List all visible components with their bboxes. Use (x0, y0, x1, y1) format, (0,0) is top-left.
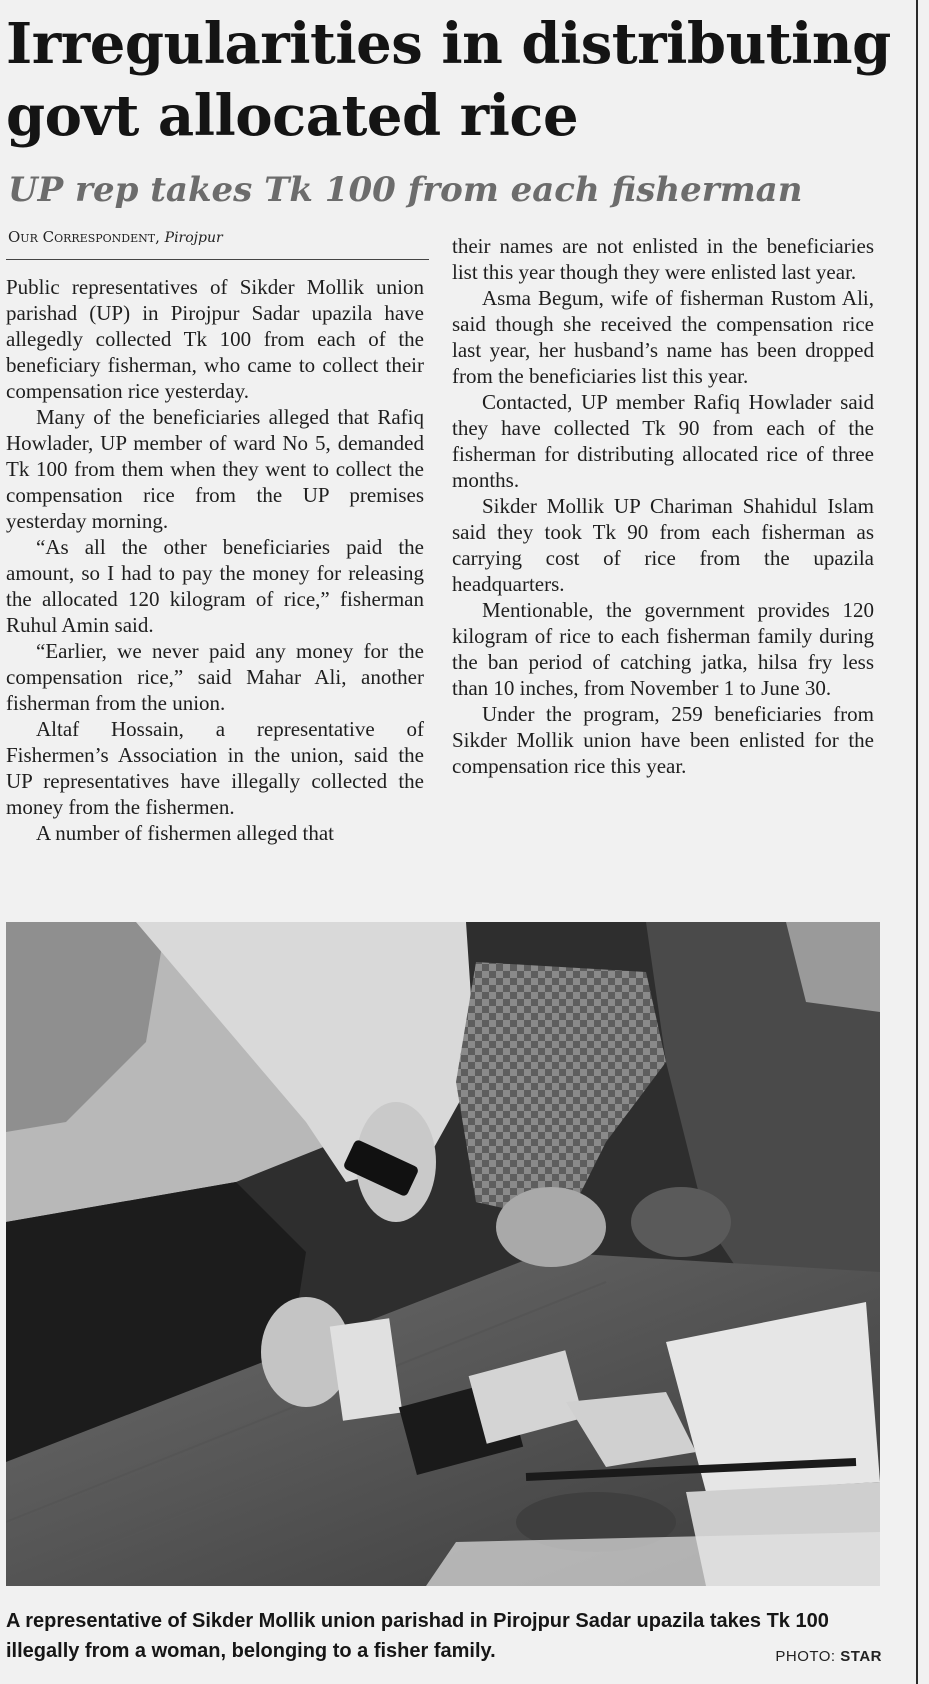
page-edge-rule (916, 0, 918, 1684)
article-column-right (452, 233, 874, 779)
paragraph: Mentionable, the government provides 120 kilogram of rice to each fisherman family during the ban period of catching jatka, hilsa fry less than 10 inches, from November 1 to June 30. (452, 598, 874, 700)
headline: Irregularities in distributing govt allocated rice (6, 11, 891, 149)
paragraph: their names are not enlisted in the beneficiaries list this year though they were enlisted last year. (452, 234, 874, 284)
article-column-left (6, 274, 424, 846)
paragraph: Public representatives of Sikder Mollik union parishad (UP) in Pirojpur Sadar upazila have allegedly collected Tk 100 from each of the beneficiary fisherman, who came to collect their compensation rice yesterday. (6, 275, 424, 403)
paragraph: Under the program, 259 beneficiaries from Sikder Mollik union have been enlisted for the compensation rice this year. (452, 702, 874, 778)
byline (8, 228, 428, 246)
paragraph: Altaf Hossain, a representative of Fishermen’s Association in the union, said the UP representatives have illegally collected the money from the fishermen. (6, 717, 424, 819)
photo-credit-label: PHOTO: (775, 1648, 836, 1665)
byline-author: Our Correspondent, (8, 228, 160, 246)
paragraph: “Earlier, we never paid any money for the compensation rice,” said Mahar Ali, another fisherman from the union. (6, 639, 424, 715)
photo-credit (775, 1648, 882, 1665)
paragraph: Sikder Mollik UP Chariman Shahidul Islam said they took Tk 90 from each fisherman as carrying cost of rice from the upazila headquarters. (452, 494, 874, 596)
subheadline: UP rep takes Tk 100 from each fisherman (8, 170, 803, 210)
byline-divider (6, 259, 429, 260)
photo-illustration (6, 922, 880, 1586)
photo-caption: A representative of Sikder Mollik union parishad in Pirojpur Sadar upazila takes Tk 100 illegally from a woman, belonging to a fisher family. (6, 1610, 829, 1662)
paragraph: A number of fishermen alleged that (36, 821, 334, 845)
photo-credit-source: STAR (840, 1648, 882, 1665)
byline-place: Pirojpur (164, 230, 223, 246)
paragraph: “As all the other beneficiaries paid the amount, so I had to pay the money for releasing the allocated 120 kilogram of rice,” fisherman Ruhul Amin said. (6, 535, 424, 637)
paragraph: Contacted, UP member Rafiq Howlader said they have collected Tk 90 from each of the fisherman for distributing allocated rice of three months. (452, 390, 874, 492)
paragraph: Many of the beneficiaries alleged that Rafiq Howlader, UP member of ward No 5, demanded Tk 100 from them when they went to collect the compensation rice from the UP premises yesterday morning. (6, 405, 424, 533)
news-photo (6, 922, 880, 1586)
paragraph: Asma Begum, wife of fisherman Rustom Ali, said though she received the compensation rice last year, her husband’s name has been dropped from the beneficiaries list this year. (452, 286, 874, 388)
